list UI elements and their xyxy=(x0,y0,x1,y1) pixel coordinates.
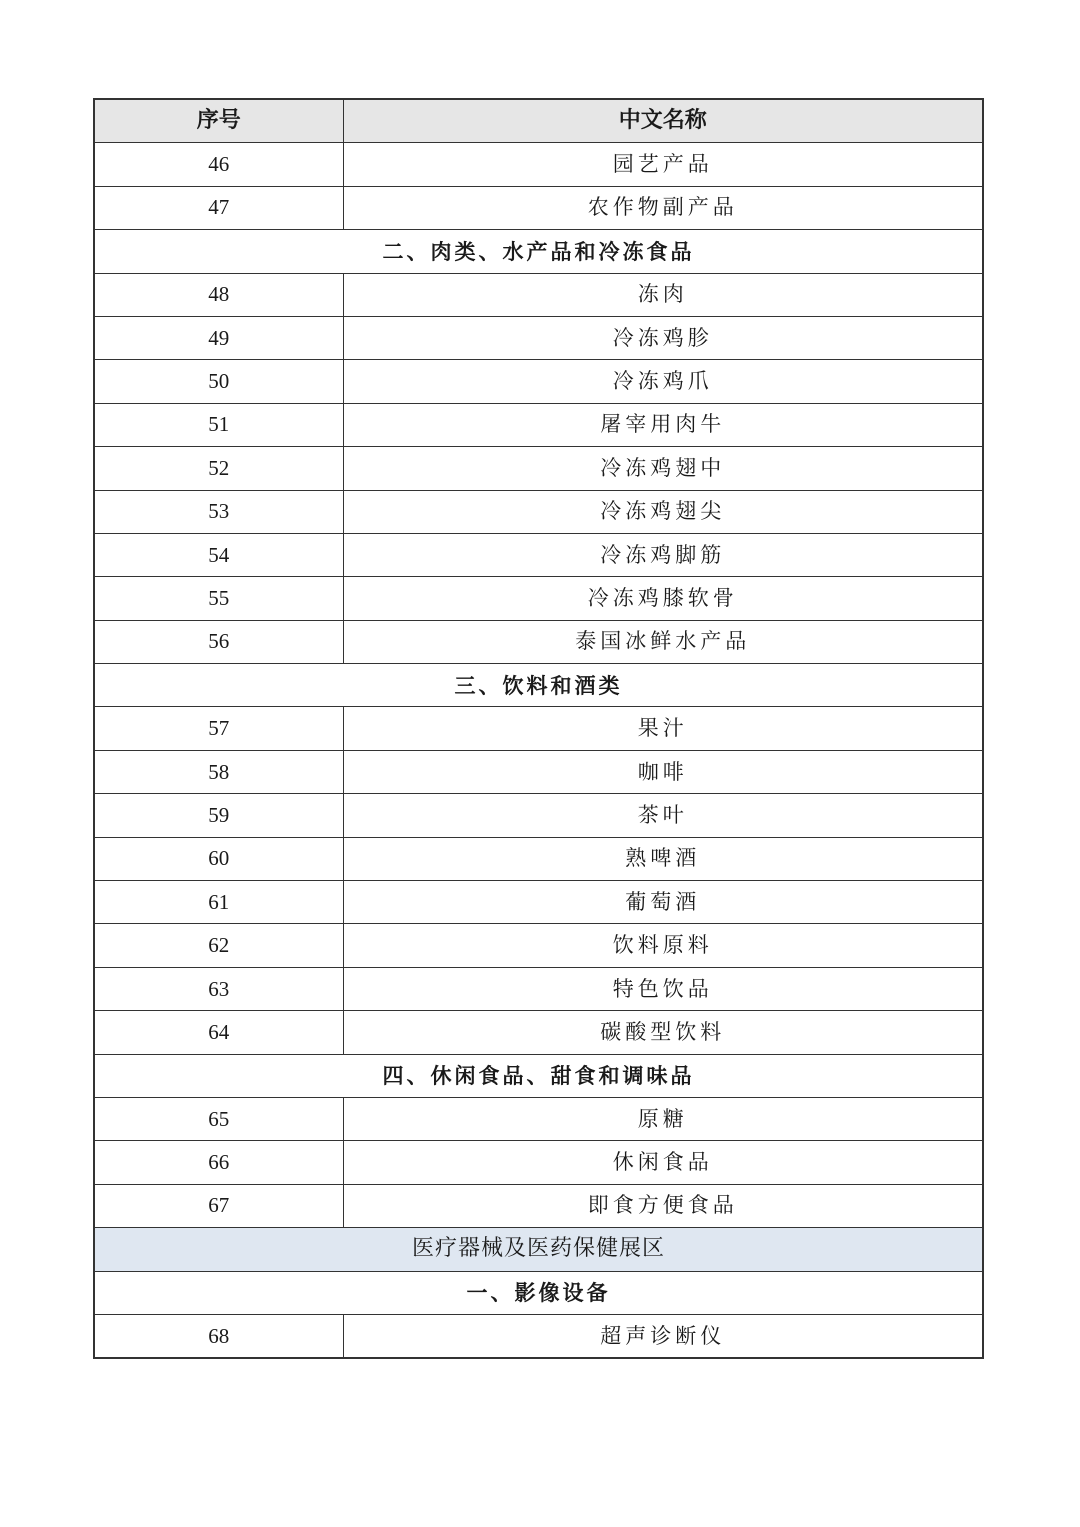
chinese-name-cell: 冷冻鸡膝软骨 xyxy=(343,577,983,620)
serial-number-cell: 68 xyxy=(94,1314,343,1358)
chinese-name-cell: 果汁 xyxy=(343,707,983,750)
chinese-name-cell: 冷冻鸡胗 xyxy=(343,316,983,359)
table-row xyxy=(94,620,983,663)
serial-number-cell: 52 xyxy=(94,447,343,490)
table-header-row xyxy=(94,99,983,143)
table-row xyxy=(94,794,983,837)
serial-number-cell: 66 xyxy=(94,1141,343,1184)
chinese-name-cell: 饮料原料 xyxy=(343,924,983,967)
exhibition-zone-title: 医疗器械及医药保健展区 xyxy=(94,1228,983,1271)
serial-number-cell: 53 xyxy=(94,490,343,533)
category-section-row xyxy=(94,1271,983,1314)
category-section-title: 四、休闲食品、甜食和调味品 xyxy=(94,1054,983,1097)
category-section-title: 一、影像设备 xyxy=(94,1271,983,1314)
chinese-name-cell: 葡萄酒 xyxy=(343,881,983,924)
serial-number-cell: 48 xyxy=(94,273,343,316)
table-row xyxy=(94,1011,983,1054)
serial-number-cell: 65 xyxy=(94,1097,343,1140)
exhibition-zone-row xyxy=(94,1228,983,1271)
chinese-name-cell: 冷冻鸡爪 xyxy=(343,360,983,403)
chinese-name-cell: 即食方便食品 xyxy=(343,1184,983,1227)
serial-number-cell: 47 xyxy=(94,186,343,229)
table-row xyxy=(94,143,983,186)
serial-number-cell: 50 xyxy=(94,360,343,403)
chinese-name-cell: 冷冻鸡翅尖 xyxy=(343,490,983,533)
serial-number-cell: 55 xyxy=(94,577,343,620)
chinese-name-cell: 泰国冰鲜水产品 xyxy=(343,620,983,663)
serial-number-cell: 59 xyxy=(94,794,343,837)
header-serial-number: 序号 xyxy=(94,99,343,143)
table-row xyxy=(94,967,983,1010)
header-chinese-name: 中文名称 xyxy=(343,99,983,143)
serial-number-cell: 60 xyxy=(94,837,343,880)
serial-number-cell: 67 xyxy=(94,1184,343,1227)
table-row xyxy=(94,707,983,750)
table-row xyxy=(94,533,983,576)
table-row xyxy=(94,490,983,533)
chinese-name-cell: 冷冻鸡脚筋 xyxy=(343,533,983,576)
serial-number-cell: 58 xyxy=(94,750,343,793)
chinese-name-cell: 农作物副产品 xyxy=(343,186,983,229)
category-section-title: 二、肉类、水产品和冷冻食品 xyxy=(94,230,983,273)
serial-number-cell: 46 xyxy=(94,143,343,186)
chinese-name-cell: 碳酸型饮料 xyxy=(343,1011,983,1054)
chinese-name-cell: 特色饮品 xyxy=(343,967,983,1010)
table-row xyxy=(94,1314,983,1358)
table-row xyxy=(94,1141,983,1184)
serial-number-cell: 54 xyxy=(94,533,343,576)
table-row xyxy=(94,186,983,229)
table-row xyxy=(94,1097,983,1140)
table-row xyxy=(94,1184,983,1227)
chinese-name-cell: 茶叶 xyxy=(343,794,983,837)
table-row xyxy=(94,316,983,359)
table-row xyxy=(94,360,983,403)
chinese-name-cell: 原糖 xyxy=(343,1097,983,1140)
table-row xyxy=(94,273,983,316)
table-row xyxy=(94,924,983,967)
category-section-row xyxy=(94,664,983,707)
serial-number-cell: 64 xyxy=(94,1011,343,1054)
chinese-name-cell: 园艺产品 xyxy=(343,143,983,186)
category-section-row xyxy=(94,1054,983,1097)
chinese-name-cell: 冻肉 xyxy=(343,273,983,316)
category-section-row xyxy=(94,230,983,273)
category-section-title: 三、饮料和酒类 xyxy=(94,664,983,707)
chinese-name-cell: 冷冻鸡翅中 xyxy=(343,447,983,490)
table-row xyxy=(94,837,983,880)
table-row xyxy=(94,447,983,490)
chinese-name-cell: 休闲食品 xyxy=(343,1141,983,1184)
table-body xyxy=(94,143,983,1358)
table-row xyxy=(94,750,983,793)
serial-number-cell: 62 xyxy=(94,924,343,967)
chinese-name-cell: 屠宰用肉牛 xyxy=(343,403,983,446)
chinese-name-cell: 熟啤酒 xyxy=(343,837,983,880)
table-row xyxy=(94,577,983,620)
serial-number-cell: 49 xyxy=(94,316,343,359)
serial-number-cell: 57 xyxy=(94,707,343,750)
table-row xyxy=(94,881,983,924)
serial-number-cell: 56 xyxy=(94,620,343,663)
serial-number-cell: 61 xyxy=(94,881,343,924)
chinese-name-cell: 超声诊断仪 xyxy=(343,1314,983,1358)
product-catalog-table xyxy=(93,98,984,1359)
serial-number-cell: 63 xyxy=(94,967,343,1010)
chinese-name-cell: 咖啡 xyxy=(343,750,983,793)
serial-number-cell: 51 xyxy=(94,403,343,446)
table-row xyxy=(94,403,983,446)
